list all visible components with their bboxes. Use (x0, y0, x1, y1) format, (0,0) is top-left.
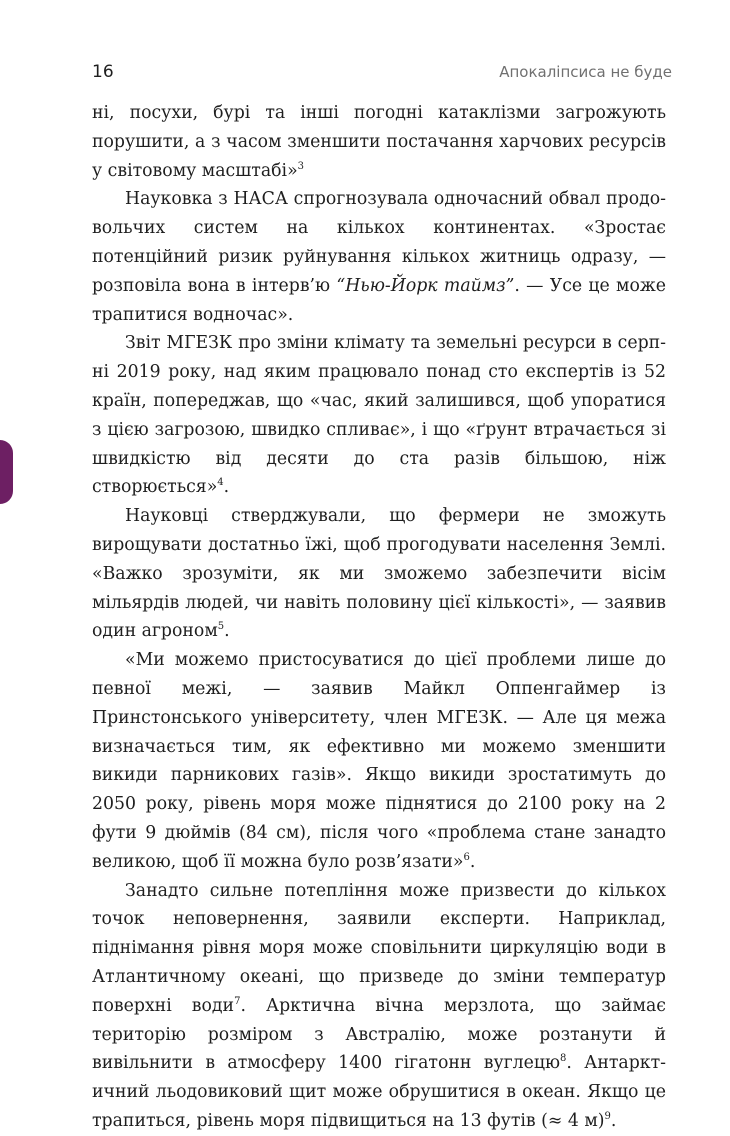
footnote-ref-9: 9 (604, 1110, 611, 1122)
paragraph-4 (92, 502, 666, 646)
paragraph-text: . (223, 477, 230, 498)
paragraph-text: Занадто сильне потепління може призвести до кількох точок неповернення, заявили експерти. Наприклад, піднімання рівня моря може сповільнити циркуляцію води в Атлантичному океані, що призведе до зміни температур поверхні води (92, 880, 666, 1016)
paragraph-6 (92, 877, 666, 1136)
paragraph-text: Звіт МГЕЗК про зміни клімату та земельні ресурси в серпні 2019 року, над яким працювало понад сто експертів із 52 країн, попереджав, що «час, який залишився, щоб упоратися з цією загрозою, швидко спливає», і що «ґрунт втрачається зі швидкістю від десяти до ста разів більшою, ніж створюється» (92, 333, 666, 498)
footnote-ref-4: 4 (217, 477, 224, 489)
paragraph-5 (92, 646, 666, 876)
paragraph-text: . (224, 621, 230, 642)
paragraph-1 (92, 99, 666, 185)
newspaper-title: “Нью-Йорк таймз” (336, 275, 515, 296)
paragraph-text: Науковка з НАСА спрогнозувала одночасний обвал продовольчих систем на кількох континентах. «Зростає потенційний ризик руйнування кількох житниць одразу, — розповіла вона в інтерв’ю (92, 189, 666, 296)
paragraph-text: ні, посухи, бурі та інші погодні катаклізми загрожують порушити, а з часом зменшити постачання харчових ресурсів у світовому масштабі» (92, 103, 666, 181)
paragraph-text: . (610, 1110, 617, 1131)
paragraph-text: . — Усе це може трапитися водночас». (92, 275, 667, 325)
footnote-ref-3: 3 (297, 160, 305, 172)
paragraph-text: Науковці стверджували, що фермери не зможуть вирощувати достатньо їжі, щоб прогодувати населення Землі. «Важко зрозуміти, як ми зможемо забезпечити вісім мільярдів людей, чи навіть половину цієї кількості», — заявив один агроном (92, 506, 666, 642)
footnote-ref-6: 6 (463, 851, 470, 863)
paragraph-text: . Арктична вічна мерзлота, що займає територію розміром з Австралію, може розтанути й вивільнити в атмосферу 1400 гігатонн вуглецю (92, 995, 666, 1074)
paragraph-2 (92, 185, 666, 329)
footnote-ref-7: 7 (234, 995, 241, 1007)
body-text (92, 99, 666, 1136)
page-number: 16 (92, 62, 114, 82)
footnote-ref-5: 5 (217, 621, 225, 633)
paragraph-3 (92, 329, 666, 502)
chapter-tab-marker (0, 440, 13, 504)
paragraph-text: «Ми можемо пристосуватися до цієї проблеми лише до певної межі, — заявив Майкл Оппенгаймер із Принстонського університету, член МГЕЗК. — Але ця межа визначається тим, як ефективно ми можемо зменшити викиди парникових газів». Якщо викиди зростатимуть до 2050 року, рівень моря може піднятися до 2100 року на 2 фути 9 дюймів (84 см), після чого «проблема стане занадто великою, щоб її можна було розв’язати» (92, 650, 666, 872)
paragraph-text: . Антарктичний льодовиковий щит може обрушитися в океан. Якщо це трапиться, рівень моря підвищиться на 13 футів (≈ 4 м) (92, 1053, 666, 1131)
page-header (92, 62, 672, 82)
footnote-ref-8: 8 (560, 1053, 567, 1065)
paragraph-text: . (469, 851, 476, 872)
running-title: Апокаліпсиса не буде (499, 63, 672, 81)
